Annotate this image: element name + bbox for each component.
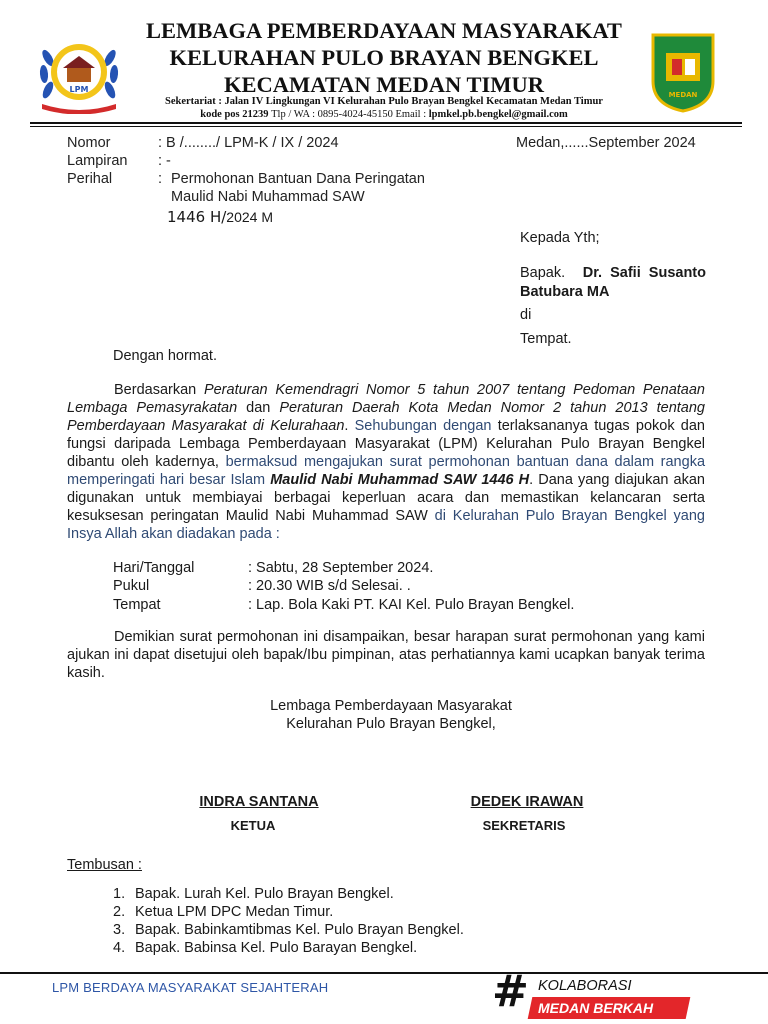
address-line: Sekertariat : Jalan IV Lingkungan VI Kelurahan Pulo Brayan Bengkel Kecamatan Medan Timur	[165, 96, 603, 107]
perihal-line3	[167, 208, 273, 226]
perihal-hijri: 1446 H/	[167, 208, 227, 226]
sekretaris-role: SEKRETARIS	[482, 818, 566, 833]
list-item	[113, 903, 563, 921]
p1-h: bermaksud mengajukan surat permohonan bantuan dana dalam rangka memperingati hari besar Islam	[67, 454, 706, 488]
list-number: 1.	[113, 886, 126, 902]
postal-code: kode pos 21239	[200, 109, 269, 120]
tembusan-title: Tembusan :	[67, 857, 142, 873]
contact-line	[0, 109, 768, 120]
p1-event: Maulid Nabi Muhammad SAW 1446 H	[270, 472, 530, 488]
ketua-role: KETUA	[230, 818, 276, 833]
greeting: Dengan hormat.	[113, 348, 217, 364]
list-number: 2.	[113, 904, 126, 920]
hashtag-icon: #	[492, 966, 529, 1017]
list-text: Ketua LPM DPC Medan Timur.	[135, 904, 334, 920]
hari-value: : Sabtu, 28 September 2024.	[248, 560, 434, 576]
recipient-name	[520, 265, 706, 281]
email: lpmkel.pb.bengkel@gmail.com	[428, 109, 568, 120]
letter-date: Medan,......September 2024	[516, 135, 696, 151]
list-item	[113, 921, 563, 939]
p1-a: Berdasarkan	[114, 382, 204, 398]
kelurahan-name: KELURAHAN PULO BRAYAN BENGKEL	[169, 45, 599, 70]
email-label: Email :	[395, 109, 427, 120]
list-number: 4.	[113, 940, 126, 956]
sign-org-line1: Lembaga Pemberdayaan Masyarakat	[270, 698, 512, 714]
lpm-logo-text: LPM	[69, 85, 89, 94]
perihal-label: Perihal	[67, 171, 113, 187]
p1-regulation-2: Peraturan Daerah Kota Medan Nomor 2 tahun 2013 tentang Pemberdayaan Masyarakat di Kelurahaan	[67, 400, 705, 434]
p1-f: Sehubungan dengan	[354, 418, 492, 434]
list-text: Bapak. Lurah Kel. Pulo Brayan Bengkel.	[135, 886, 394, 902]
recipient-title: Bapak.	[520, 265, 566, 281]
kepada-yth: Kepada Yth;	[520, 230, 600, 246]
nomor-value: : B /......../ LPM-K / IX / 2024	[158, 135, 339, 151]
perihal-line1: Permohonan Bantuan Dana Peringatan	[171, 171, 425, 187]
list-item	[113, 885, 563, 903]
list-item	[113, 939, 563, 957]
p1-c: dan	[237, 400, 280, 416]
p1-e: .	[344, 418, 355, 434]
medan-emblem-text: MEDAN	[668, 91, 698, 99]
hari-label: Hari/Tanggal	[113, 560, 195, 576]
tembusan-list	[113, 885, 563, 957]
nomor-label: Nomor	[67, 135, 111, 151]
body-paragraph-1	[67, 381, 705, 543]
lampiran-label: Lampiran	[67, 153, 128, 169]
perihal-colon: :	[158, 171, 163, 187]
list-text: Bapak. Babinsa Kel. Pulo Barayan Bengkel.	[135, 940, 418, 956]
sign-org-line2: Kelurahan Pulo Brayan Bengkel,	[286, 716, 496, 732]
footer-slogan: LPM BERDAYA MASYARAKAT SEJAHTERAH	[52, 980, 329, 995]
phone: Tlp / WA : 0895-4024-45150	[271, 109, 393, 120]
sekretaris-name: DEDEK IRAWAN	[470, 794, 584, 810]
footer-rule	[0, 972, 768, 974]
p1-regulation-1: Peraturan Kemendragri Nomor 5 tahun 2007 tentang Pedoman Penataan Lembaga Pemasyrakatan	[67, 382, 705, 416]
tempat-value: : Lap. Bola Kaki PT. KAI Kel. Pulo Brayan Bengkel.	[248, 597, 575, 613]
lampiran-value: : -	[158, 153, 171, 169]
list-text: Bapak. Babinkamtibmas Kel. Pulo Brayan Bengkel.	[135, 922, 464, 938]
pukul-label: Pukul	[113, 578, 150, 594]
recipient-place: Tempat.	[520, 331, 572, 347]
list-number: 3.	[113, 922, 126, 938]
kolaborasi-text: KOLABORASI	[538, 978, 632, 994]
tempat-label: Tempat	[113, 597, 161, 613]
medan-berkah-text: MEDAN BERKAH	[538, 1000, 654, 1016]
pukul-value: : 20.30 WIB s/d Selesai. .	[248, 578, 411, 594]
p1-g: terlaksananya tugas pokok dan fungsi daripada Lembaga Pemberdayaan Masyarakat (LPM) Kelurahan Pulo Brayan Bengkel dibantu oleh kadernya,	[67, 418, 705, 470]
body-paragraph-2: Demikian surat permohonan ini disampaikan, besar harapan surat permohonan yang kami ajukan ini dapat disetujui oleh bapak/Ibu pimpinan, atas perhatiannya kami ucapkan banyak terima kasih.	[67, 629, 705, 681]
recipient-di: di	[520, 307, 532, 323]
p1-j: . Dana yang diajukan akan digunakan untuk membiayai berbagai keperluan acara dan memastikan kelancaran serta kesuksesan peringatan Maulid Nabi Muhammad SAW	[67, 472, 705, 524]
perihal-masehi: 2024 M	[226, 209, 273, 225]
ketua-name: INDRA SANTANA	[199, 794, 319, 810]
perihal-line2: Maulid Nabi Muhammad SAW	[171, 189, 365, 205]
org-name: LEMBAGA PEMBERDAYAAN MASYARAKAT	[146, 18, 622, 43]
p1-k: di Kelurahan Pulo Brayan Bengkel yang Insya Allah akan diadakan pada :	[67, 508, 705, 542]
recipient-name-line1: Dr. Safii Susanto	[582, 265, 706, 281]
header-rule	[30, 122, 742, 124]
header-rule-thin	[30, 126, 742, 127]
recipient-name-line2: Batubara MA	[520, 284, 610, 300]
kecamatan-name: KECAMATAN MEDAN TIMUR	[224, 72, 544, 97]
